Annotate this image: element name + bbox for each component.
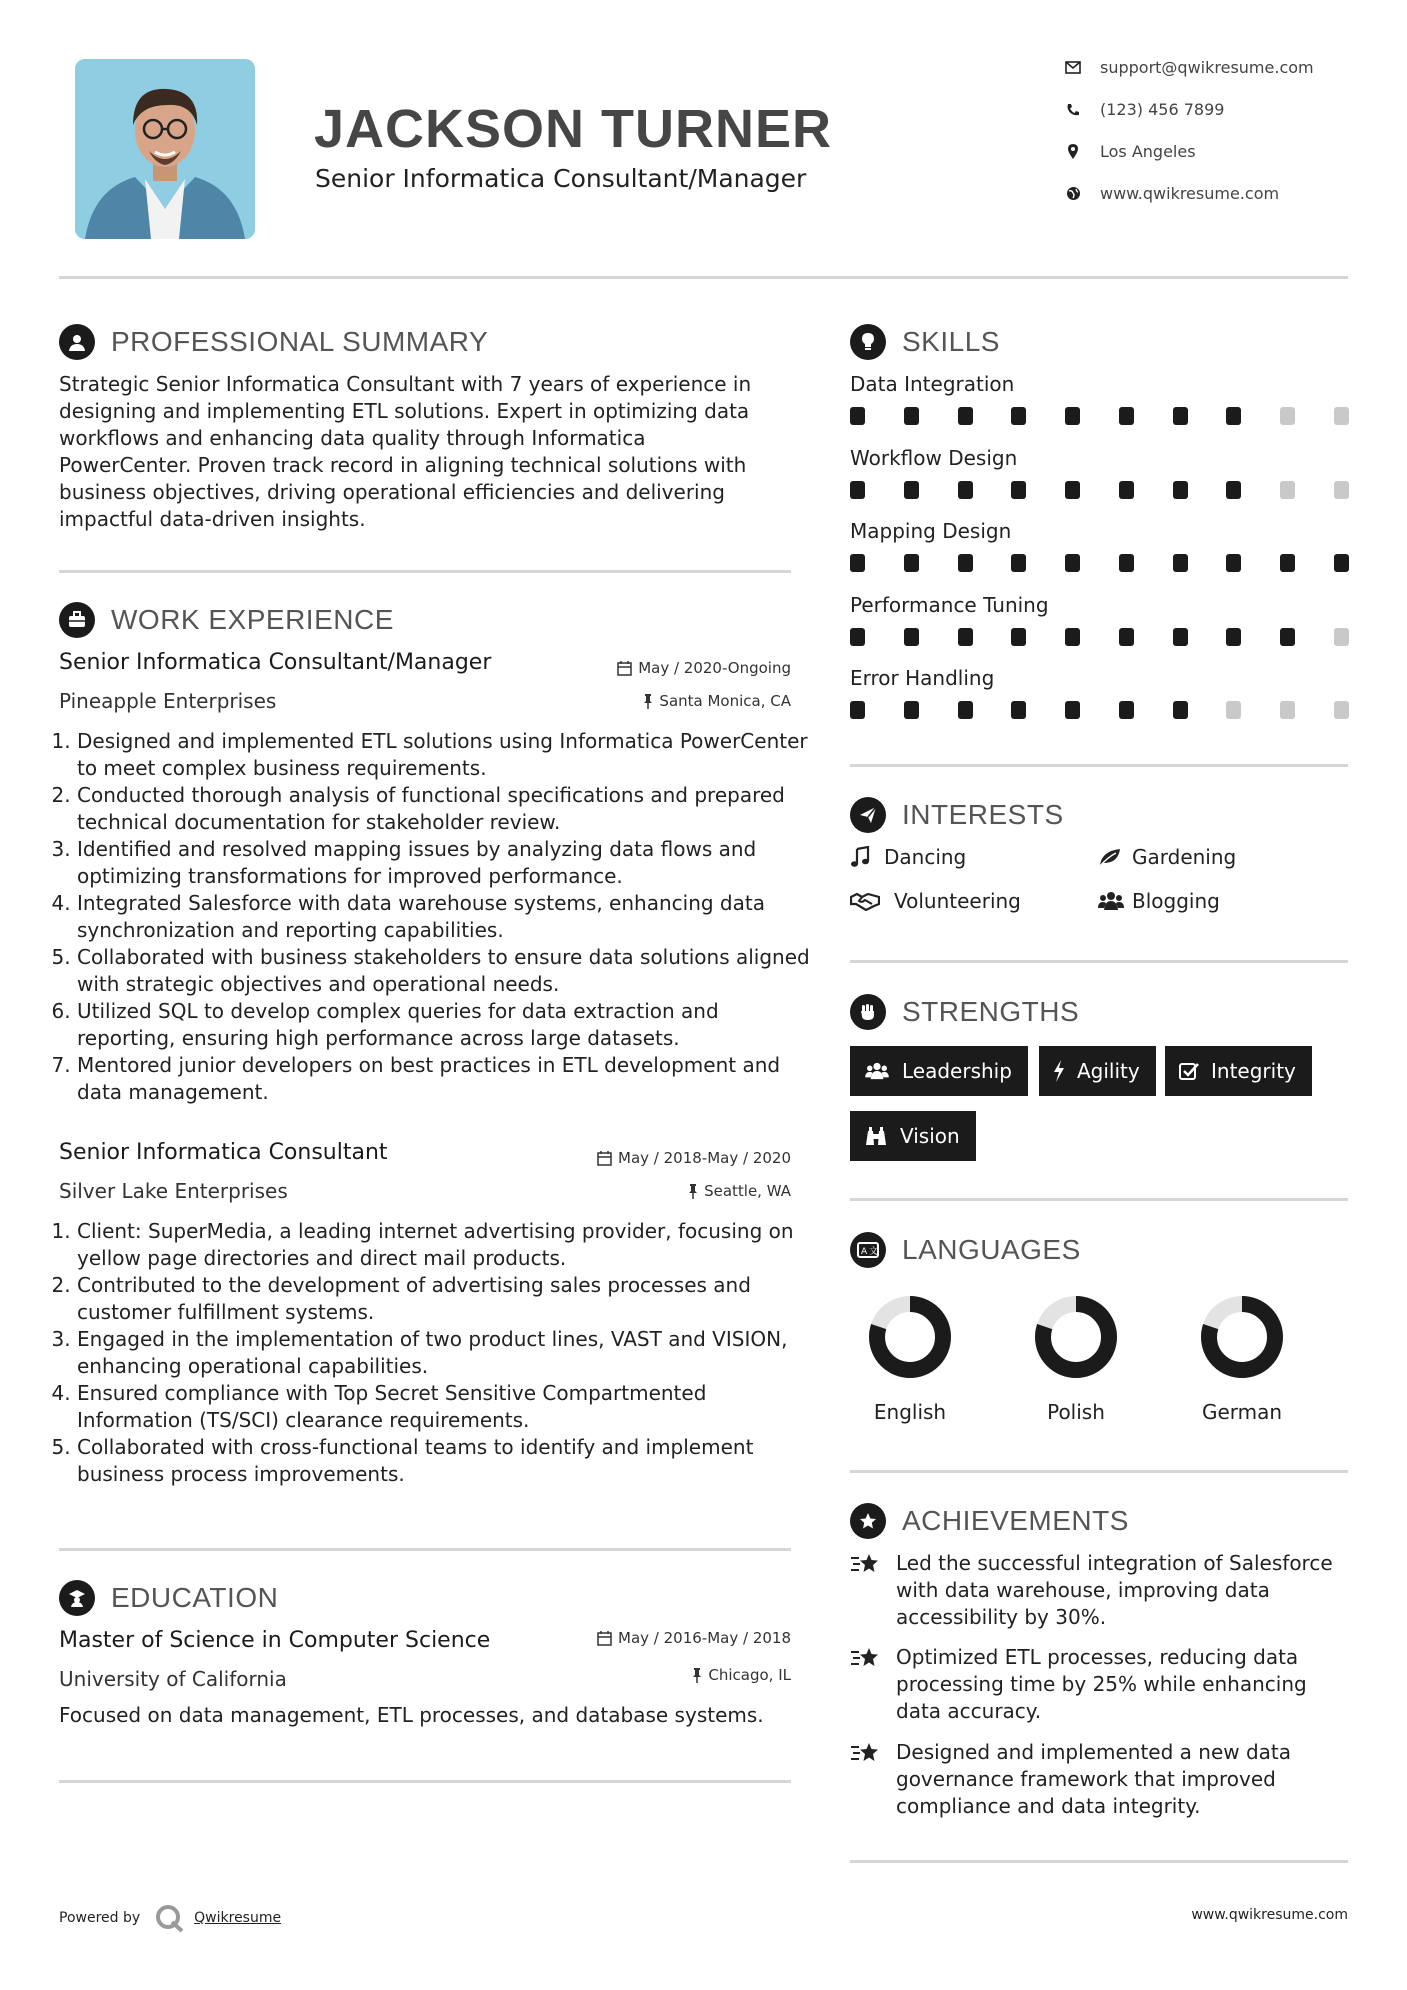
section-divider — [59, 1548, 791, 1551]
svg-text:文: 文 — [869, 1247, 879, 1257]
strength-chip: Vision — [850, 1111, 976, 1161]
contact-email[interactable]: support@qwikresume.com — [1062, 58, 1314, 77]
skill-level-dot — [1334, 481, 1349, 499]
job-company: Pineapple Enterprises — [59, 689, 277, 713]
list-item: 2. Contributed to the development of advertising sales processes and customer fulfillment systems. — [77, 1272, 817, 1326]
skill-level-dot — [958, 481, 973, 499]
skill-level-dot — [1226, 481, 1241, 499]
briefcase-icon — [59, 602, 95, 638]
skill-level-dot — [1173, 554, 1188, 572]
skill-level-dot — [958, 701, 973, 719]
section-divider — [850, 764, 1348, 767]
binoculars-icon — [864, 1126, 888, 1146]
shooting-star-icon — [850, 1550, 896, 1583]
skill-level-dot — [1280, 407, 1295, 425]
list-item: 7. Mentored junior developers on best practices in ETL development and data management. — [77, 1052, 817, 1106]
pushpin-icon — [643, 694, 653, 709]
skill-level-dot — [1334, 554, 1349, 572]
language-icon — [850, 1232, 886, 1268]
job-dates: May / 2018-May / 2020 — [500, 1149, 791, 1167]
globe-icon — [1062, 185, 1084, 203]
skill-level-dot — [1280, 481, 1295, 499]
skill-level-dot — [904, 554, 919, 572]
skill-level-dot — [1119, 554, 1134, 572]
education-dates: May / 2016-May / 2018 — [500, 1629, 791, 1647]
skill-level-dot — [1280, 554, 1295, 572]
summary-heading: PROFESSIONAL SUMMARY — [59, 324, 488, 360]
interest-item: Volunteering — [850, 889, 1021, 913]
summary-text: Strategic Senior Informatica Consultant with 7 years of experience in designing and implementing ETL solutions. Expert in optimizing data workflows and enhancing data quality through Informatica PowerCenter. Proven track record in aligning technical solutions with business objectives, driving operational efficiencies and delivering impactful data-driven insights. — [59, 372, 752, 531]
interest-item: Gardening — [1098, 845, 1236, 869]
education-heading: EDUCATION — [59, 1580, 278, 1616]
contact-location: Los Angeles — [1062, 142, 1196, 161]
list-item: 3. Identified and resolved mapping issues by analyzing data flows and optimizing transformations for improved performance. — [77, 836, 817, 890]
lightbulb-icon — [850, 324, 886, 360]
skill-level-dot — [1065, 554, 1080, 572]
interest-item: Blogging — [1098, 889, 1220, 913]
skill-level-dot — [1065, 407, 1080, 425]
skill-level-dot — [1173, 481, 1188, 499]
skill-level-dot — [1173, 701, 1188, 719]
language-donut — [1197, 1292, 1287, 1382]
skill-level-dot — [1065, 628, 1080, 646]
skill-level-meter — [850, 628, 1349, 646]
skill-level-dot — [958, 407, 973, 425]
checkbox-icon — [1179, 1061, 1199, 1081]
fist-icon — [850, 994, 886, 1030]
leaf-icon — [1098, 847, 1132, 867]
pushpin-icon — [688, 1184, 698, 1199]
achievement-item: Led the successful integration of Salesforce with data warehouse, improving data accessibility by 30%. — [850, 1550, 1350, 1631]
skill-level-dot — [1011, 407, 1026, 425]
skill-level-dot — [850, 701, 865, 719]
phone-icon — [1062, 101, 1084, 119]
skill-level-dot — [1119, 407, 1134, 425]
experience-heading: WORK EXPERIENCE — [59, 602, 394, 638]
svg-text:A: A — [861, 1247, 868, 1257]
section-divider — [850, 1198, 1348, 1201]
language-name: German — [1201, 1400, 1283, 1424]
skill-level-dot — [1065, 701, 1080, 719]
language-name: Polish — [1047, 1400, 1105, 1424]
skill-name: Error Handling — [850, 666, 995, 690]
candidate-title: Senior Informatica Consultant/Manager — [315, 164, 807, 193]
calendar-icon — [617, 661, 632, 676]
skill-level-dot — [1334, 407, 1349, 425]
skill-level-dot — [1011, 628, 1026, 646]
paper-plane-icon — [850, 797, 886, 833]
skill-level-dot — [1226, 628, 1241, 646]
user-icon — [59, 324, 95, 360]
job-responsibilities — [59, 728, 817, 1106]
skill-level-dot — [1065, 481, 1080, 499]
skill-level-meter — [850, 407, 1349, 425]
job-company: Silver Lake Enterprises — [59, 1179, 288, 1203]
list-item: 3. Engaged in the implementation of two product lines, VAST and VISION, enhancing operational capabilities. — [77, 1326, 817, 1380]
degree-title: Master of Science in Computer Science — [59, 1628, 491, 1653]
language-name: English — [873, 1400, 947, 1424]
skill-level-dot — [1173, 628, 1188, 646]
skill-level-dot — [1280, 701, 1295, 719]
job-dates: May / 2020-Ongoing — [560, 659, 791, 677]
music-note-icon — [850, 846, 884, 868]
header-divider — [59, 276, 1348, 279]
skill-level-dot — [1226, 701, 1241, 719]
skill-level-dot — [1011, 554, 1026, 572]
section-divider — [850, 960, 1348, 963]
skill-name: Data Integration — [850, 372, 1015, 396]
job-title: Senior Informatica Consultant/Manager — [59, 650, 492, 675]
list-item: 5. Collaborated with cross-functional teams to identify and implement business process improvements. — [77, 1434, 817, 1488]
interests-heading: INTERESTS — [850, 797, 1064, 833]
achievement-item: Designed and implemented a new data governance framework that improved compliance and data integrity. — [850, 1739, 1350, 1820]
skill-level-dot — [1280, 628, 1295, 646]
strengths-heading: STRENGTHS — [850, 994, 1079, 1030]
education-description: Focused on data management, ETL processes, and database systems. — [59, 1703, 764, 1727]
language-donut — [1031, 1292, 1121, 1382]
skill-level-dot — [1119, 628, 1134, 646]
job-responsibilities — [59, 1218, 817, 1488]
interest-item: Dancing — [850, 845, 966, 869]
profile-photo — [75, 59, 255, 239]
skill-level-dot — [904, 481, 919, 499]
shooting-star-icon — [850, 1739, 896, 1772]
map-pin-icon — [1062, 143, 1084, 161]
skill-level-dot — [850, 628, 865, 646]
skill-level-dot — [958, 628, 973, 646]
skills-heading: SKILLS — [850, 324, 1000, 360]
job-title: Senior Informatica Consultant — [59, 1140, 388, 1165]
skill-level-dot — [1173, 407, 1188, 425]
skill-level-dot — [850, 554, 865, 572]
achievements-heading: ACHIEVEMENTS — [850, 1503, 1129, 1539]
calendar-icon — [597, 1631, 612, 1646]
languages-heading: A 文 LANGUAGES — [850, 1232, 1081, 1268]
candidate-name: JACKSON TURNER — [314, 99, 833, 159]
pushpin-icon — [692, 1668, 702, 1683]
graduate-icon — [59, 1580, 95, 1616]
footer-url[interactable]: www.qwikresume.com — [1191, 1907, 1348, 1923]
skill-level-dot — [1119, 481, 1134, 499]
strength-chip: Agility — [1039, 1046, 1156, 1096]
star-badge-icon — [850, 1503, 886, 1539]
shooting-star-icon — [850, 1644, 896, 1677]
bolt-icon — [1053, 1060, 1065, 1082]
powered-by: Powered by Qwikresume — [59, 1903, 281, 1933]
handshake-icon — [850, 891, 894, 911]
skill-level-meter — [850, 701, 1349, 719]
skill-level-dot — [1011, 481, 1026, 499]
skill-level-dot — [958, 554, 973, 572]
contact-phone[interactable]: (123) 456 7899 — [1062, 100, 1224, 119]
list-item: 1. Client: SuperMedia, a leading internet advertising provider, focusing on yellow page directories and direct mail products. — [77, 1218, 817, 1272]
strength-chip: Leadership — [850, 1046, 1028, 1096]
strength-chip: Integrity — [1165, 1046, 1312, 1096]
skill-level-dot — [1226, 554, 1241, 572]
list-item: 4. Integrated Salesforce with data warehouse systems, enhancing data synchronization and reporting capabilities. — [77, 890, 817, 944]
skill-name: Performance Tuning — [850, 592, 1049, 617]
users-icon — [1098, 890, 1132, 912]
skill-level-dot — [1011, 701, 1026, 719]
skill-level-dot — [1334, 628, 1349, 646]
skill-level-meter — [850, 554, 1349, 572]
section-divider — [59, 1780, 791, 1783]
brand-link[interactable]: Qwikresume — [194, 1910, 282, 1926]
skill-level-dot — [850, 481, 865, 499]
skill-level-dot — [1334, 701, 1349, 719]
skill-level-dot — [850, 407, 865, 425]
list-item: 2. Conducted thorough analysis of functional specifications and prepared technical documentation for stakeholder review. — [77, 782, 817, 836]
skill-level-dot — [904, 407, 919, 425]
qwikresume-logo-icon — [154, 1903, 186, 1933]
list-item: 6. Utilized SQL to develop complex queries for data extraction and reporting, ensuring high performance across large datasets. — [77, 998, 817, 1052]
language-donut — [865, 1292, 955, 1382]
section-divider — [850, 1860, 1348, 1863]
skill-level-dot — [904, 628, 919, 646]
education-location: Chicago, IL — [560, 1666, 791, 1684]
calendar-icon — [597, 1151, 612, 1166]
list-item: 1. Designed and implemented ETL solutions using Informatica PowerCenter to meet complex business requirements. — [77, 728, 817, 782]
skill-name: Mapping Design — [850, 519, 1012, 543]
envelope-icon — [1062, 59, 1084, 77]
list-item: 5. Collaborated with business stakeholders to ensure data solutions aligned with strategic objectives and operational needs. — [77, 944, 817, 998]
section-divider — [850, 1470, 1348, 1473]
contact-website[interactable]: www.qwikresume.com — [1062, 184, 1279, 203]
job-location: Santa Monica, CA — [560, 692, 791, 710]
skill-level-dot — [1226, 407, 1241, 425]
school-name: University of California — [59, 1667, 287, 1691]
job-location: Seattle, WA — [560, 1182, 791, 1200]
users-icon — [864, 1061, 890, 1081]
skill-level-dot — [1119, 701, 1134, 719]
achievement-item: Optimized ETL processes, reducing data processing time by 25% while enhancing data accuracy. — [850, 1644, 1350, 1725]
skill-level-dot — [904, 701, 919, 719]
skill-name: Workflow Design — [850, 445, 1018, 470]
list-item: 4. Ensured compliance with Top Secret Sensitive Compartmented Information (TS/SCI) clearance requirements. — [77, 1380, 817, 1434]
skill-level-meter — [850, 481, 1349, 499]
section-divider — [59, 570, 791, 573]
